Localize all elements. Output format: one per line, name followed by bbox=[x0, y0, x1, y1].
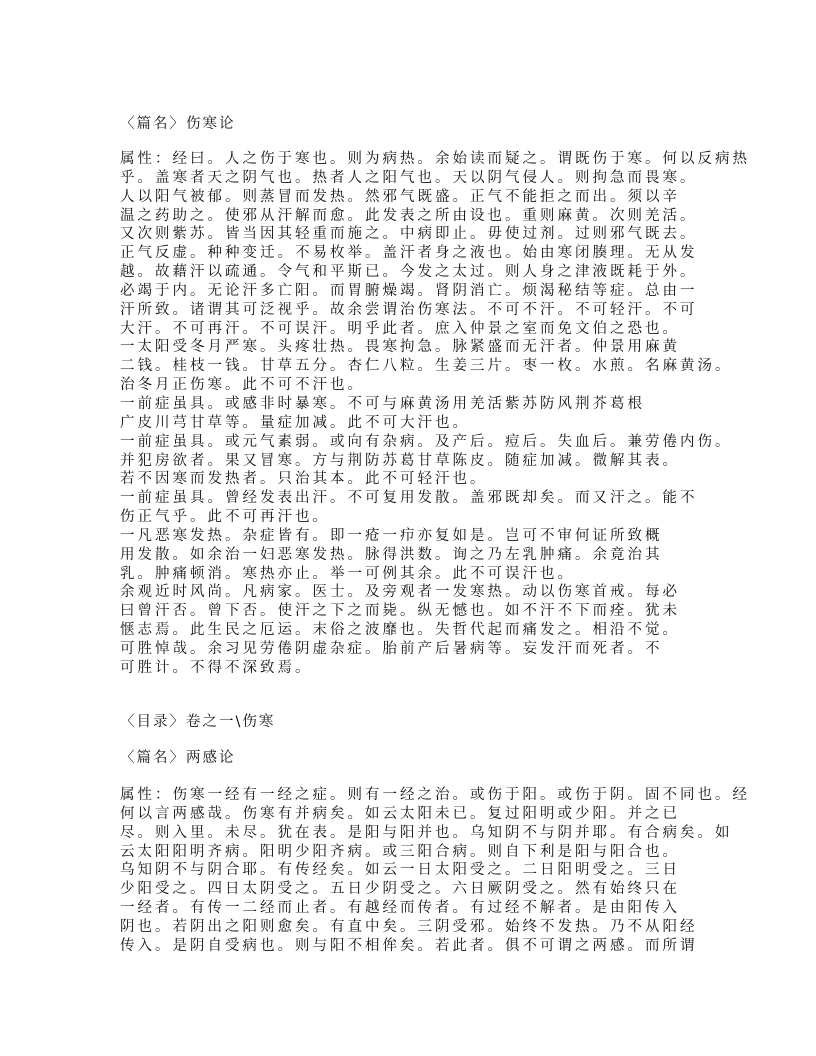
section-lianggan-lun bbox=[120, 749, 680, 767]
text-line: 汗所致。诸谓其可泛视乎。故余尝谓治伤寒法。不可不汗。不可轻汗。不可 bbox=[120, 301, 698, 318]
text-line: 乎。盖寒者天之阴气也。热者人之阳气也。天以阴气侵人。则拘急而畏寒。 bbox=[120, 169, 698, 186]
section-title: 〈篇名〉两感论 bbox=[120, 750, 236, 766]
text-line: 伤正气乎。此不可再汗也。 bbox=[120, 509, 330, 526]
text-line: 若不因寒而发热者。只治其本。此不可轻汗也。 bbox=[120, 471, 488, 488]
section-title: 〈篇名〉伤寒论 bbox=[120, 116, 236, 132]
section-lianggan-body bbox=[120, 786, 750, 956]
text-line: 又次则紫苏。皆当因其轻重而施之。中病即止。毋使过剂。过则邪气既去。 bbox=[120, 226, 698, 243]
text-line: 传入。是阴自受病也。则与阳不相侔矣。若此者。俱不可谓之两感。而所谓 bbox=[120, 937, 698, 954]
text-line: 少阳受之。四日太阴受之。五日少阴受之。六日厥阴受之。然有始终只在 bbox=[120, 881, 680, 898]
text-line: 越。故藉汗以疏通。令气和平斯已。今发之太过。则人身之津液既耗于外。 bbox=[120, 264, 698, 281]
section-shanghan-body bbox=[120, 150, 750, 678]
catalog-heading-block bbox=[120, 713, 680, 731]
text-line: 温之药助之。使邪从汗解而愈。此发表之所由设也。重则麻黄。次则羌活。 bbox=[120, 207, 698, 224]
text-line: 何以言两感哉。伤寒有并病矣。如云太阳未已。复过阳明或少阳。并之已 bbox=[120, 805, 680, 822]
text-line: 一前症虽具。曾经发表出汗。不可复用发散。盖邪既却矣。而又汗之。能不 bbox=[120, 490, 698, 507]
text-line: 一前症虽具。或感非时暴寒。不可与麻黄汤用羌活紫苏防风荆芥葛根 bbox=[120, 395, 645, 412]
text-line: 乳。肿痛顿消。寒热亦止。举一可例其余。此不可误汗也。 bbox=[120, 565, 575, 582]
text-line: 一前症虽具。或元气素弱。或向有杂病。及产后。痘后。失血后。兼劳倦内伤。 bbox=[120, 433, 733, 450]
section-shanghan-lun bbox=[120, 115, 680, 133]
text-line: 一太阳受冬月严寒。头疼壮热。畏寒拘急。脉紧盛而无汗者。仲景用麻黄 bbox=[120, 339, 680, 356]
text-line: 人以阳气被郁。则蒸冒而发热。然邪气既盛。正气不能拒之而出。须以辛 bbox=[120, 188, 680, 205]
text-line: 属性：伤寒一经有一经之症。则有一经之治。或伤于阳。或伤于阴。固不同也。经 bbox=[120, 787, 750, 803]
text-line: 云太阳阳明齐病。阳明少阳齐病。或三阳合病。则自下利是阳与阳合也。 bbox=[120, 843, 680, 860]
text-line: 可胜计。不得不深致焉。 bbox=[120, 659, 313, 676]
text-line: 二钱。桂枝一钱。甘草五分。杏仁八粒。生姜三片。枣一枚。水煎。名麻黄汤。 bbox=[120, 358, 733, 375]
text-line: 治冬月正伤寒。此不可不汗也。 bbox=[120, 377, 365, 394]
text-line: 属性：经曰。人之伤于寒也。则为病热。余始读而疑之。谓既伤于寒。何以反病热 bbox=[120, 151, 750, 167]
text-line: 大汗。不可再汗。不可误汗。明乎此者。庶入仲景之室而免文伯之恐也。 bbox=[120, 320, 680, 337]
text-line: 并犯房欲者。果又冒寒。方与荆防苏葛甘草陈皮。随症加减。微解其表。 bbox=[120, 452, 680, 469]
text-line: 尽。则入里。未尽。犹在表。是阳与阳并也。乌知阴不与阴并耶。有合病矣。如 bbox=[120, 824, 733, 841]
text-line: 惬志焉。此生民之厄运。末俗之波靡也。失哲代起而痛发之。相沿不觉。 bbox=[120, 622, 680, 639]
text-line: 广皮川芎甘草等。量症加减。此不可大汗也。 bbox=[120, 414, 470, 431]
text-line: 正气反虚。种种变迁。不易枚举。盖汗者身之液也。始由寒闭腠理。无从发 bbox=[120, 245, 698, 262]
text-line: 余观近时风尚。凡病家。医士。及旁观者一发寒热。动以伤寒首戒。每必 bbox=[120, 584, 680, 601]
text-line: 曰曾汗否。曾下否。使汗之下之而毙。纵无憾也。如不汗不下而痊。犹未 bbox=[120, 603, 680, 620]
text-line: 可胜悼哉。余习见劳倦阴虚杂症。胎前产后暑病等。妄发汗而死者。不 bbox=[120, 640, 663, 657]
text-line: 乌知阴不与阴合耶。有传经矣。如云一日太阳受之。二日阳明受之。三日 bbox=[120, 862, 680, 879]
text-line: 一凡恶寒发热。杂症皆有。即一疮一疖亦复如是。岂可不审何证所致概 bbox=[120, 527, 663, 544]
catalog-heading: 〈目录〉卷之一\伤寒 bbox=[120, 714, 276, 730]
text-line: 用发散。如余治一妇恶寒发热。脉得洪数。询之乃左乳肿痛。余竟治其 bbox=[120, 546, 663, 563]
text-line: 阴也。若阴出之阳则愈矣。有直中矣。三阴受邪。始终不发热。乃不从阳经 bbox=[120, 918, 698, 935]
text-line: 一经者。有传一二经而止者。有越经而传者。有过经不解者。是由阳传入 bbox=[120, 900, 680, 917]
text-line: 必竭于内。无论汗多亡阳。而胃腑燥竭。肾阴消亡。烦渴秘结等症。总由一 bbox=[120, 282, 698, 299]
